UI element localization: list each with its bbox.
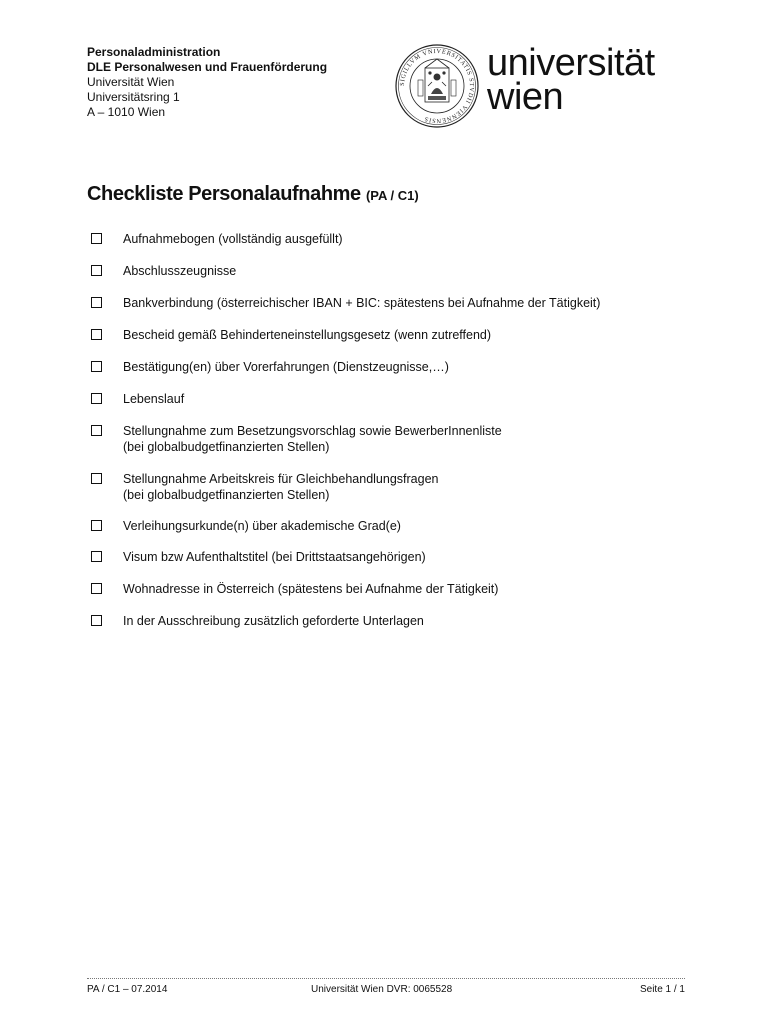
checklist-item-line: Bestätigung(en) über Vorerfahrungen (Dienstzeugnisse,…): [123, 360, 449, 374]
checklist-item-text: [123, 391, 184, 407]
checklist-item-line: Visum bzw Aufenthaltstitel (bei Drittstaatsangehörigen): [123, 550, 426, 564]
checklist-item-line: In der Ausschreibung zusätzlich geforderte Unterlagen: [123, 614, 424, 628]
checklist-item-text: [123, 263, 236, 279]
checklist-item-line: Stellungnahme Arbeitskreis für Gleichbehandlungsfragen: [123, 472, 439, 486]
wordmark-line-2: wien: [487, 76, 564, 118]
checkbox[interactable]: [91, 473, 102, 484]
address-line-street: Universitätsring 1: [87, 90, 180, 104]
checklist-item-line: (bei globalbudgetfinanzierten Stellen): [123, 440, 330, 454]
checkbox[interactable]: [91, 329, 102, 340]
checkbox[interactable]: [91, 615, 102, 626]
checklist-item-text: [123, 327, 491, 343]
checklist-item-line: Bankverbindung (österreichischer IBAN + BIC: spätestens bei Aufnahme der Tätigkeit): [123, 296, 601, 310]
checkbox[interactable]: [91, 583, 102, 594]
checklist-item-text: [123, 295, 600, 311]
page-title: [87, 183, 419, 206]
wordmark-line-1: universität: [487, 42, 655, 84]
checkbox[interactable]: [91, 361, 102, 372]
title-form-code: (PA / C1): [365, 188, 419, 203]
checklist-item-text: [123, 423, 502, 455]
university-wordmark: [487, 42, 655, 118]
checklist-item-text: [123, 581, 498, 597]
checkbox[interactable]: [91, 393, 102, 404]
checkbox[interactable]: [91, 551, 102, 562]
footer-page-number: Seite 1 / 1: [639, 984, 685, 995]
checkbox[interactable]: [91, 520, 102, 531]
checklist-item-text: [123, 359, 449, 375]
footer-divider: [87, 978, 685, 979]
svg-text:SIGILLVM VNIVERSITATIS STVDII: SIGILLVM VNIVERSITATIS STVDII VIENNENSIS: [398, 47, 476, 125]
checklist-item-text: [123, 471, 438, 503]
checklist-item-line: (bei globalbudgetfinanzierten Stellen): [123, 488, 330, 502]
checklist-item-text: [123, 231, 343, 247]
checklist-item-line: Wohnadresse in Österreich (spätestens bei Aufnahme der Tätigkeit): [123, 582, 499, 596]
checklist-item-line: Lebenslauf: [123, 392, 185, 406]
checklist-item-line: Verleihungsurkunde(n) über akademische Grad(e): [123, 519, 401, 533]
checklist-item-line: Bescheid gemäß Behinderteneinstellungsgesetz (wenn zutreffend): [123, 328, 492, 342]
footer-form-version: PA / C1 – 07.2014: [87, 984, 168, 995]
checklist-item-line: Stellungnahme zum Besetzungsvorschlag sowie BewerberInnenliste: [123, 424, 502, 438]
university-logo: [395, 44, 685, 128]
checkbox[interactable]: [91, 425, 102, 436]
title-main: Checkliste Personalaufnahme: [87, 183, 361, 205]
address-line-department: Personaladministration: [87, 45, 221, 59]
checklist-item-text: [123, 613, 424, 629]
checklist-item-text: [123, 549, 426, 565]
footer-dvr-number: Universität Wien DVR: 0065528: [311, 984, 453, 995]
checkbox[interactable]: [91, 297, 102, 308]
address-line-city: A – 1010 Wien: [87, 105, 166, 119]
checkbox[interactable]: [91, 265, 102, 276]
checklist-item-line: Aufnahmebogen (vollständig ausgefüllt): [123, 232, 343, 246]
address-line-division: DLE Personalwesen und Frauenförderung: [87, 60, 328, 74]
university-seal-icon: [395, 44, 479, 128]
checkbox[interactable]: [91, 233, 102, 244]
sender-address: [87, 45, 327, 120]
checklist-item-line: Abschlusszeugnisse: [123, 264, 237, 278]
checklist-item-text: [123, 518, 401, 534]
address-line-institution: Universität Wien: [87, 75, 175, 89]
